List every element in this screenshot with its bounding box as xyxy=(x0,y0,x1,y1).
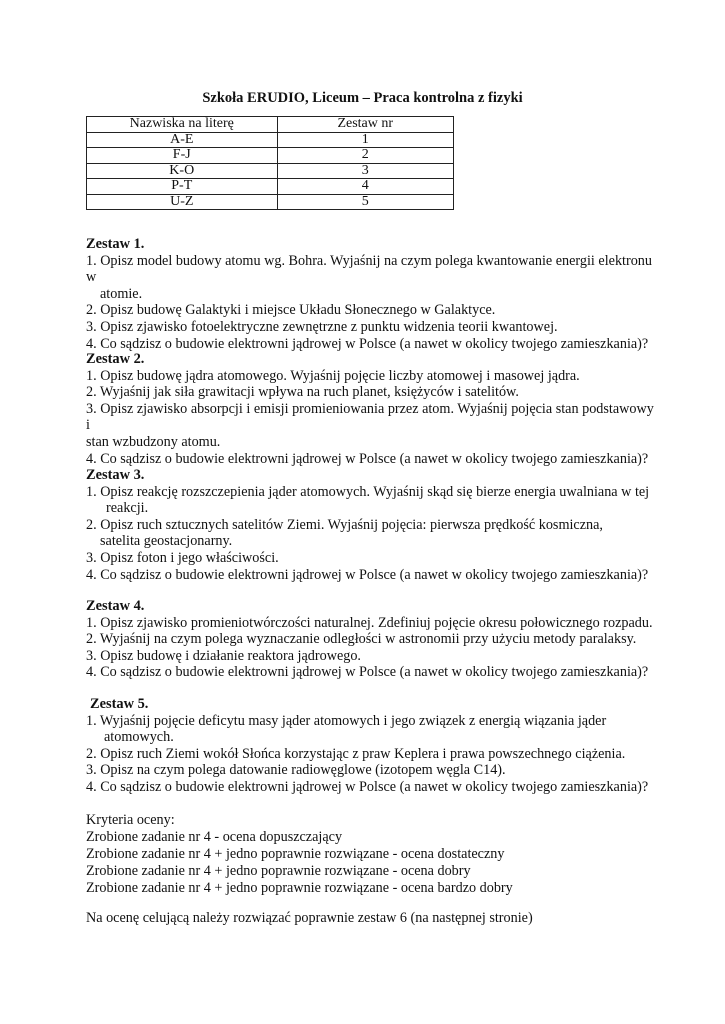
set-5-item-2 xyxy=(86,746,656,763)
item-text: 1. Opisz budowę jądra atomowego. Wyjaśnij pojęcie liczby atomowej i masowej jądra. xyxy=(86,367,580,384)
set-2-heading: Zestaw 2. xyxy=(86,351,145,367)
item-text: 1. Opisz model budowy atomu wg. Bohra. Wyjaśnij na czym polega kwantowanie energii elektronu w xyxy=(86,252,652,286)
criteria-line: Zrobione zadanie nr 4 - ocena dopuszczający xyxy=(86,829,343,845)
grading-criteria xyxy=(86,812,646,897)
item-text-continued: reakcji. xyxy=(106,500,149,517)
item-text: 2. Wyjaśnij jak siła grawitacji wpływa na ruch planet, księżyców i satelitów. xyxy=(86,384,519,401)
item-text: 3. Opisz foton i jego właściwości. xyxy=(86,549,279,566)
table-row xyxy=(87,179,454,195)
cell-letters: A-E xyxy=(87,132,278,148)
set-5-heading: Zestaw 5. xyxy=(90,696,149,712)
footnote: Na ocenę celującą należy rozwiązać poprawnie zestaw 6 (na następnej stronie) xyxy=(86,910,533,926)
criteria-line: Zrobione zadanie nr 4 + jedno poprawnie rozwiązane - ocena bardzo dobry xyxy=(86,880,513,896)
set-3-item-2 xyxy=(86,517,656,550)
set-4-section xyxy=(86,598,656,681)
set-2-item-4 xyxy=(86,451,656,468)
item-text: 4. Co sądzisz o budowie elektrowni jądrowej w Polsce (a nawet w okolicy twojego zamieszkania)? xyxy=(86,566,649,583)
item-text: 2. Opisz ruch sztucznych satelitów Ziemi. Wyjaśnij pojęcia: pierwsza prędkość kosmiczna, xyxy=(86,516,603,533)
cell-set: 2 xyxy=(277,148,454,164)
criteria-line: Zrobione zadanie nr 4 + jedno poprawnie rozwiązane - ocena dobry xyxy=(86,863,471,879)
criteria-line: Zrobione zadanie nr 4 + jedno poprawnie rozwiązane - ocena dostateczny xyxy=(86,846,505,862)
item-text: 3. Opisz zjawisko fotoelektryczne zewnętrzne z punktu widzenia teorii kwantowej. xyxy=(86,318,558,335)
criteria-heading: Kryteria oceny: xyxy=(86,812,175,828)
set-4-heading: Zestaw 4. xyxy=(86,598,145,614)
group-assignment-table xyxy=(86,116,454,210)
item-text-continued: atomowych. xyxy=(104,729,174,746)
set-4-item-3 xyxy=(86,648,656,665)
set-4-item-4 xyxy=(86,664,656,681)
item-text: 3. Opisz na czym polega datowanie radiowęglowe (izotopem węgla C14). xyxy=(86,762,506,779)
set-5-item-3 xyxy=(86,762,656,779)
cell-set: 3 xyxy=(277,163,454,179)
set-4-item-1 xyxy=(86,615,656,632)
cell-letters: K-O xyxy=(87,163,278,179)
item-text: 1. Wyjaśnij pojęcie deficytu masy jąder atomowych i jego związek z energią wiązania jąder xyxy=(86,712,607,729)
cell-set: 5 xyxy=(277,194,454,210)
set-1-section xyxy=(86,236,656,352)
item-text: 2. Opisz budowę Galaktyki i miejsce Układu Słonecznego w Galaktyce. xyxy=(86,302,496,319)
page-title: Szkoła ERUDIO, Liceum – Praca kontrolna z fizyki xyxy=(202,90,523,106)
item-text-continued: stan wzbudzony atomu. xyxy=(86,433,221,450)
set-2-item-2 xyxy=(86,384,656,401)
set-3-item-3 xyxy=(86,550,656,567)
item-text: 2. Wyjaśnij na czym polega wyznaczanie odległości w astronomii przy użyciu metody paralaksy. xyxy=(86,631,637,648)
item-text: 1. Opisz zjawisko promieniotwórczości naturalnej. Zdefiniuj pojęcie okresu połowicznego rozpadu. xyxy=(86,614,653,631)
table-header-row xyxy=(87,117,454,133)
set-5-item-4 xyxy=(86,779,656,796)
header-surnames: Nazwiska na literę xyxy=(87,117,278,133)
set-1-item-3 xyxy=(86,319,656,336)
item-text: 4. Co sądzisz o budowie elektrowni jądrowej w Polsce (a nawet w okolicy twojego zamieszkania)? xyxy=(86,664,649,681)
set-4-item-2 xyxy=(86,631,656,648)
table-row xyxy=(87,163,454,179)
item-text-continued: atomie. xyxy=(100,285,143,302)
item-text: 3. Opisz budowę i działanie reaktora jądrowego. xyxy=(86,647,361,664)
set-3-item-1 xyxy=(86,484,656,517)
set-1-item-1 xyxy=(86,253,656,303)
table-row xyxy=(87,194,454,210)
item-text: 1. Opisz reakcję rozszczepienia jąder atomowych. Wyjaśnij skąd się bierze energia uwalniana w tej xyxy=(86,483,650,500)
set-2-item-3 xyxy=(86,401,656,451)
item-text: 4. Co sądzisz o budowie elektrowni jądrowej w Polsce (a nawet w okolicy twojego zamieszkania)? xyxy=(86,450,649,467)
set-1-heading: Zestaw 1. xyxy=(86,236,145,252)
cell-letters: U-Z xyxy=(87,194,278,210)
cell-letters: P-T xyxy=(87,179,278,195)
set-2-section xyxy=(86,351,656,467)
item-text: 4. Co sądzisz o budowie elektrowni jądrowej w Polsce (a nawet w okolicy twojego zamieszkania)? xyxy=(86,335,649,352)
set-2-item-1 xyxy=(86,368,656,385)
set-5-item-1 xyxy=(86,713,656,746)
cell-letters: F-J xyxy=(87,148,278,164)
item-text: 4. Co sądzisz o budowie elektrowni jądrowej w Polsce (a nawet w okolicy twojego zamieszkania)? xyxy=(86,778,649,795)
header-set-number: Zestaw nr xyxy=(277,117,454,133)
set-1-item-2 xyxy=(86,302,656,319)
set-3-section xyxy=(86,467,656,583)
set-1-item-4 xyxy=(86,336,656,353)
cell-set: 4 xyxy=(277,179,454,195)
item-text: 3. Opisz zjawisko absorpcji i emisji promieniowania przez atom. Wyjaśnij pojęcia stan podstawowy i xyxy=(86,400,654,434)
table-row xyxy=(87,132,454,148)
item-text-continued: satelita geostacjonarny. xyxy=(100,533,233,550)
item-text: 2. Opisz ruch Ziemi wokół Słońca korzystając z praw Keplera i prawa powszechnego ciążenia. xyxy=(86,745,626,762)
set-5-section xyxy=(86,696,656,796)
cell-set: 1 xyxy=(277,132,454,148)
set-3-heading: Zestaw 3. xyxy=(86,467,145,483)
table-row xyxy=(87,148,454,164)
set-3-item-4 xyxy=(86,567,656,584)
